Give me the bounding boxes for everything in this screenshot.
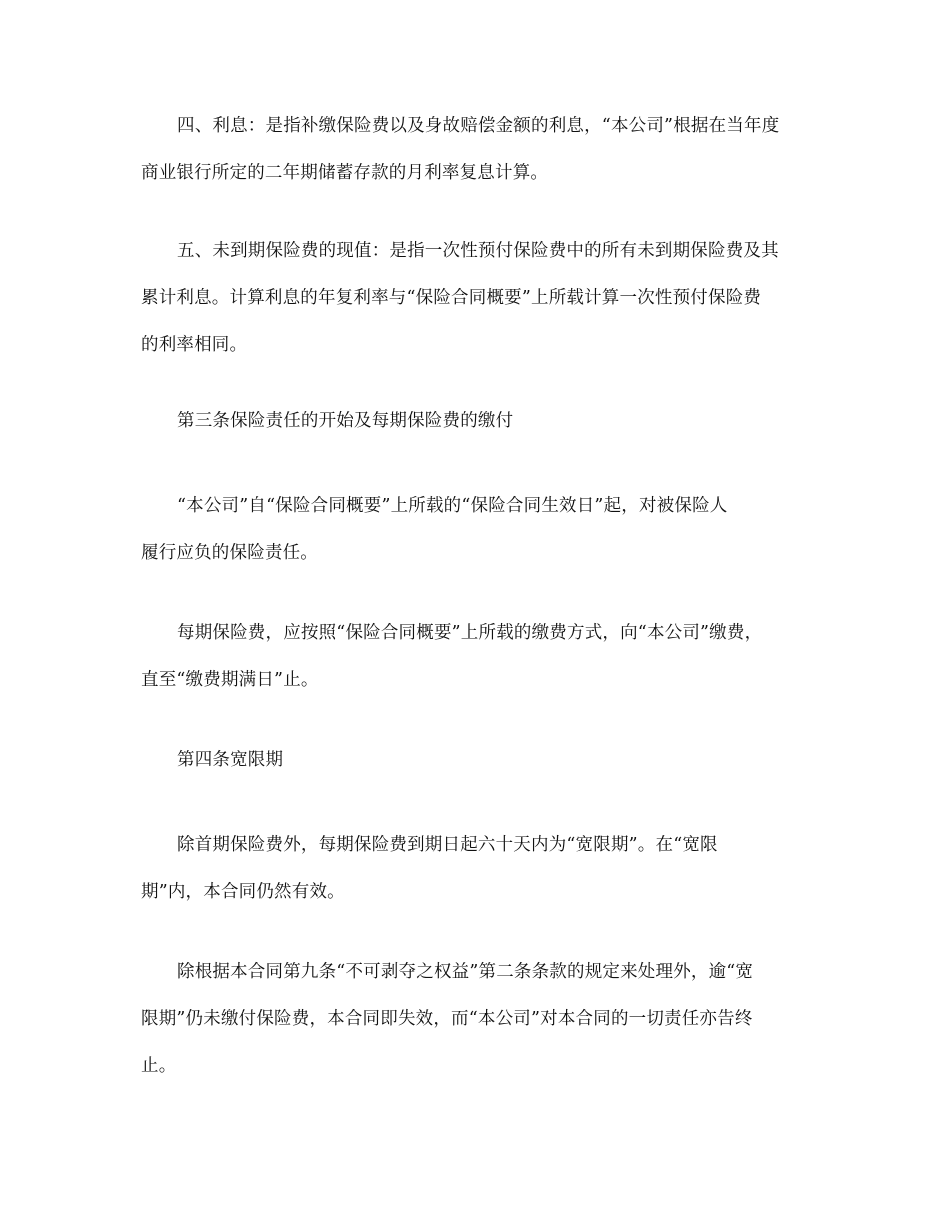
paragraph-line: 期”内，本合同仍然有效。: [141, 882, 345, 902]
paragraph-line: 商业银行所定的二年期储蓄存款的月利率复息计算。: [141, 163, 549, 183]
paragraph-line: 止。: [141, 1056, 177, 1076]
paragraph-grace-period: [141, 822, 831, 916]
article-3-heading: [141, 398, 831, 445]
paragraph-line: 除根据本合同第九条“不可剥夺之权益”第二条条款的规定来处理外，逾“宽: [177, 962, 754, 982]
paragraph-line: 履行应负的保险责任。: [141, 543, 318, 563]
paragraph-line: 每期保险费，应按照“保险合同概要”上所载的缴费方式，向“本公司”缴费，: [177, 623, 763, 643]
paragraph-line: 的利率相同。: [141, 335, 248, 355]
paragraph-line: “本公司”自“保险合同概要”上所载的“保险合同生效日”起，对被保险人: [177, 496, 728, 516]
paragraph-line: 除首期保险费外，每期保险费到期日起六十天内为“宽限期”。在“宽限: [177, 835, 718, 855]
paragraph-interest-definition: [141, 103, 831, 197]
paragraph-line: 四、利息：是指补缴保险费以及身故赔偿金额的利息，“本公司”根据在当年度: [177, 116, 780, 136]
paragraph-premium-payment: [141, 610, 831, 704]
heading-line: 第四条宽限期: [177, 750, 284, 770]
paragraph-line: 直至“缴费期满日”止。: [141, 670, 319, 690]
paragraph-line: 五、未到期保险费的现值：是指一次性预付保险费中的所有未到期保险费及其: [177, 241, 779, 261]
paragraph-line: 限期”仍未缴付保险费，本合同即失效，而“本公司”对本合同的一切责任亦告终: [141, 1009, 753, 1029]
paragraph-present-value-definition: [141, 228, 831, 369]
paragraph-liability-start: [141, 483, 831, 577]
paragraph-contract-lapse: [141, 949, 831, 1090]
heading-line: 第三条保险责任的开始及每期保险费的缴付: [177, 411, 514, 431]
article-4-heading: [141, 737, 831, 784]
paragraph-line: 累计利息。计算利息的年复利率与“保险合同概要”上所载计算一次性预付保险费: [141, 288, 762, 308]
